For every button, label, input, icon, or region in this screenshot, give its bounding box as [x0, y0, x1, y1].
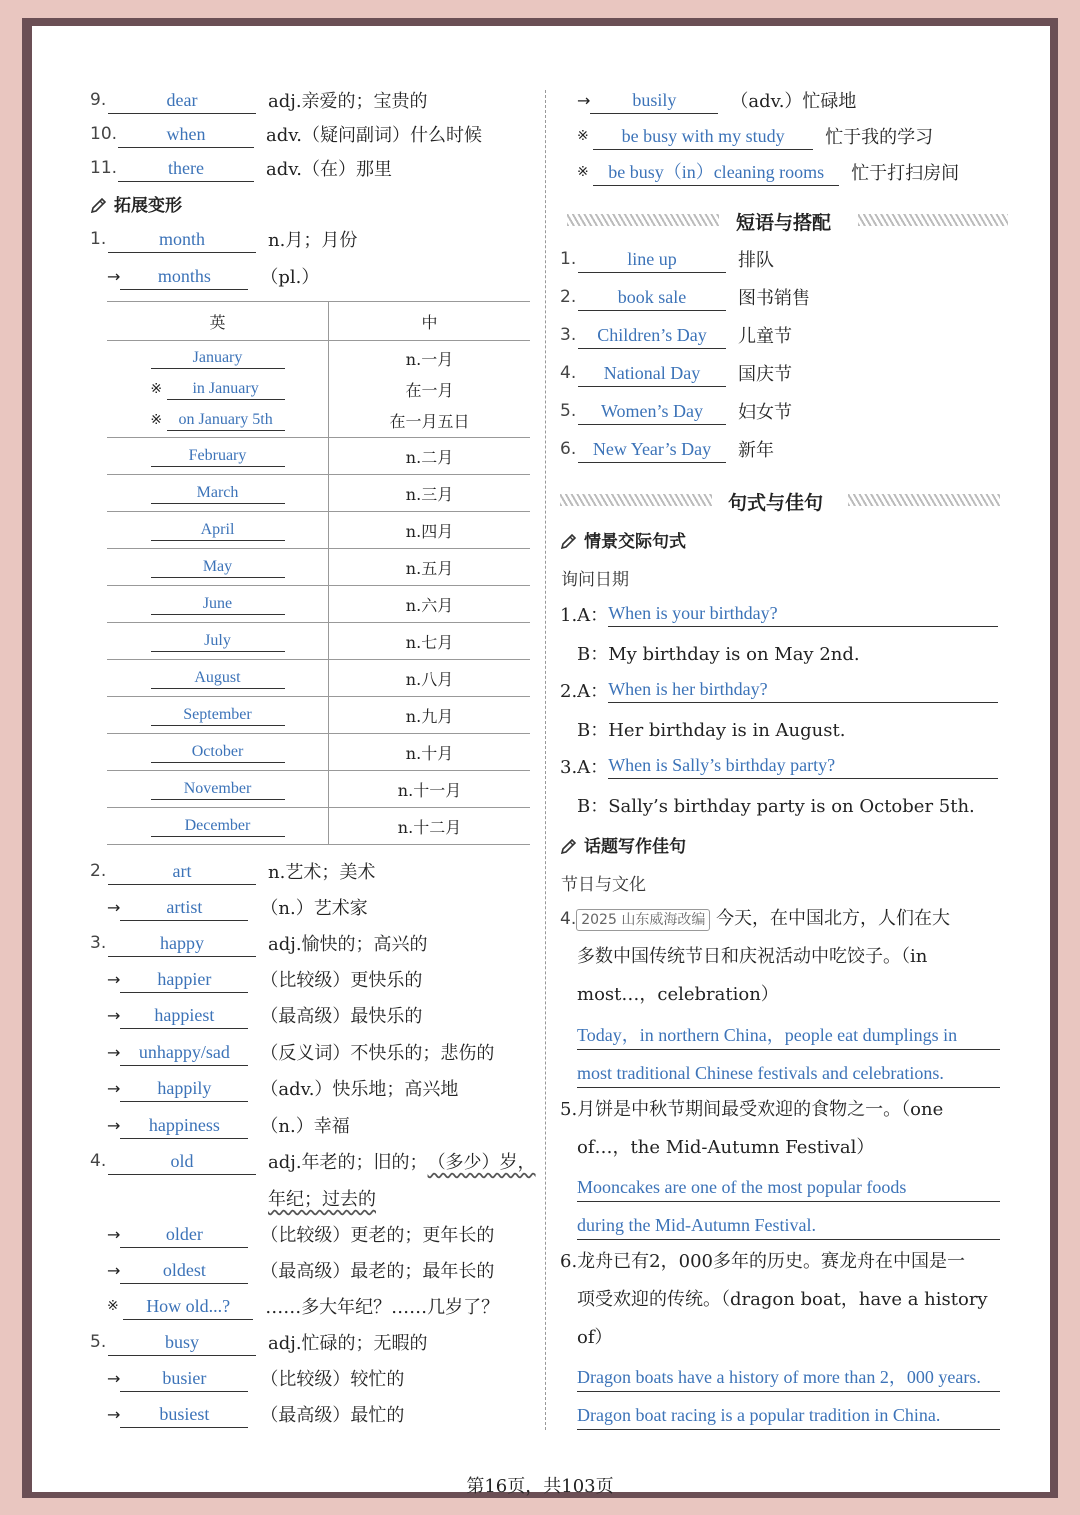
answer-blank: August [151, 668, 285, 689]
item-number: 11. [90, 158, 118, 178]
answer-blank: happiness [120, 1112, 248, 1139]
section-title: 话题写作佳句 [584, 837, 686, 857]
item-number: 5. [90, 1332, 107, 1352]
meaning: n.二月 [329, 438, 531, 475]
subsection-title: 询问日期 [561, 570, 629, 590]
meaning: adj.亲爱的；宝贵的 [268, 91, 428, 112]
arrow-icon: → [107, 1005, 121, 1025]
dialog-answer: B：Sally’s birthday party is on October 5th. [577, 796, 975, 817]
table-row [107, 771, 530, 808]
item-number: 5. [560, 401, 577, 421]
derivation-row [107, 1071, 458, 1105]
meaning: 儿童节 [738, 326, 792, 347]
section-expand [90, 191, 182, 216]
table-row [107, 734, 530, 771]
star-mark: ※ [107, 1298, 124, 1314]
derivation-row [107, 962, 422, 996]
item-number: 4. [560, 363, 577, 383]
arrow-icon: → [107, 1368, 121, 1388]
meaning: （最高级）最老的；最年长的 [260, 1261, 495, 1282]
answer-blank: be busy with my study [593, 123, 813, 150]
answer-blank: When is her birthday? [608, 676, 998, 703]
star-mark: ※ [577, 128, 594, 144]
answer-blank: busily [590, 87, 718, 114]
derivation-row [577, 119, 933, 153]
meaning-emphasis: 年纪；过去的 [268, 1189, 376, 1210]
meaning: （比较级）更快乐的 [260, 970, 423, 991]
vocab-row [90, 83, 428, 117]
heading-phrases: 短语与搭配 [736, 212, 832, 234]
dialog-answer: B：My birthday is on May 2nd. [577, 644, 860, 665]
derivation-row [107, 1253, 494, 1287]
subsection-title: 节日与文化 [561, 875, 646, 895]
arrow-icon: → [107, 897, 121, 917]
table-row [107, 660, 530, 697]
star-mark: ※ [577, 164, 594, 180]
answer-blank: February [151, 446, 285, 467]
item-number: 10. [90, 124, 118, 144]
meaning: adj.愉快的；高兴的 [268, 934, 428, 955]
prompt-text: of…，the Mid-Autumn Festival） [577, 1137, 875, 1158]
arrow-icon: → [577, 90, 591, 110]
answer-blank: unhappy/sad [120, 1039, 248, 1066]
derivation-row [107, 890, 368, 924]
phrase-row [560, 432, 774, 466]
table-cell [107, 341, 329, 438]
answer-blank: busy [108, 1329, 256, 1356]
answer-blank: New Year’s Day [578, 436, 726, 463]
meaning: 图书销售 [738, 288, 810, 309]
item-number: 9. [90, 90, 107, 110]
answer-blank: dear [108, 87, 256, 114]
meaning: n.九月 [329, 697, 531, 734]
item-number: 6. [560, 439, 577, 459]
table-row [107, 438, 530, 475]
meaning: （adv.）忙碌地 [730, 91, 857, 112]
meaning: n.五月 [329, 549, 531, 586]
answer-blank: line up [578, 246, 726, 273]
heading-decoration [567, 214, 719, 226]
vocab-row [90, 926, 428, 960]
answer-blank: when [118, 121, 254, 148]
answer-blank: How old...? [123, 1293, 253, 1320]
derivation-row [107, 1397, 404, 1431]
table-row [107, 808, 530, 845]
answer-line: Dragon boat racing is a popular tradition in China. [577, 1401, 1000, 1430]
meaning: adv.（在）那里 [266, 159, 393, 180]
section-title: 情景交际句式 [584, 532, 686, 552]
meaning: n.十一月 [329, 771, 531, 808]
meaning: 排队 [738, 250, 774, 271]
meaning: 在一月 [405, 380, 454, 400]
table-row [107, 697, 530, 734]
prompt-text: most…，celebration） [577, 984, 779, 1005]
vocab-row [90, 1325, 428, 1359]
derivation-row [107, 259, 319, 293]
answer-blank: June [151, 594, 285, 615]
prompt-text: 6.龙舟已有2，000多年的历史。赛龙舟在中国是一 [560, 1251, 965, 1272]
answer-blank: month [108, 226, 256, 253]
pencil-icon [560, 836, 578, 854]
meaning: （最高级）最忙的 [260, 1405, 405, 1426]
meaning: adj.年老的；旧的； [268, 1152, 428, 1173]
prompt-text: 多数中国传统节日和庆祝活动中吃饺子。（in [577, 946, 928, 967]
speaker-label: 1.A： [560, 605, 609, 626]
star-mark: ※ [150, 412, 167, 428]
meaning: （比较级）更老的；更年长的 [260, 1225, 495, 1246]
answer-blank: art [108, 858, 256, 885]
pencil-icon [90, 195, 108, 213]
meaning: 新年 [738, 440, 774, 461]
section-writing [560, 832, 686, 857]
answer-blank: October [151, 742, 285, 763]
dialog-answer: B：Her birthday is in August. [577, 720, 846, 741]
answer-line: Dragon boats have a history of more than 2，000 years. [577, 1363, 1000, 1392]
meaning: 忙于打扫房间 [851, 163, 960, 184]
heading-sentences: 句式与佳句 [728, 492, 824, 514]
answer-blank: happy [108, 930, 256, 957]
derivation-row [107, 1035, 494, 1069]
meaning: （比较级）较忙的 [260, 1369, 405, 1390]
meaning: （反义词）不快乐的；悲伤的 [260, 1043, 495, 1064]
meaning: n.六月 [329, 586, 531, 623]
column-divider [545, 90, 546, 1430]
speaker-label: 3.A： [560, 757, 609, 778]
writing-item-4 [560, 900, 1002, 1014]
meaning: 妇女节 [738, 402, 792, 423]
answer-blank: old [108, 1148, 256, 1175]
section-situational [560, 527, 686, 552]
source-tag: 2025 山东威海改编 [576, 909, 710, 931]
item-number: 1. [90, 229, 107, 249]
answer-blank: in January [167, 379, 285, 400]
phrase-row [560, 242, 774, 276]
answer-blank: months [120, 263, 248, 290]
answer-blank: July [151, 631, 285, 652]
answer-blank: May [151, 557, 285, 578]
derivation-row [107, 1361, 404, 1395]
answer-blank: there [118, 155, 254, 182]
derivation-row [107, 1217, 494, 1251]
answer-blank: on January 5th [167, 410, 285, 431]
answer-blank: National Day [578, 360, 726, 387]
arrow-icon: → [107, 969, 121, 989]
answer-blank: September [151, 705, 285, 726]
vocab-row [90, 1144, 536, 1178]
table-row [107, 549, 530, 586]
table-row [107, 623, 530, 660]
meaning: 国庆节 [738, 364, 792, 385]
dialog-question [560, 600, 998, 627]
table-row [107, 475, 530, 512]
pencil-icon [560, 531, 578, 549]
answer-blank: December [151, 816, 285, 837]
table-header-en: 英 [107, 302, 329, 341]
phrase-row [560, 356, 792, 390]
answer-line: Mooncakes are one of the most popular foods [577, 1173, 1000, 1202]
section-title: 拓展变形 [114, 196, 182, 216]
arrow-icon: → [107, 266, 121, 286]
item-number: 2. [560, 287, 577, 307]
derivation-row [107, 1289, 499, 1323]
star-mark: ※ [150, 381, 167, 397]
meaning: （n.）幸福 [260, 1116, 350, 1137]
meaning: n.一月 [405, 349, 454, 369]
answer-line: most traditional Chinese festivals and celebrations. [577, 1059, 1000, 1088]
meaning: 在一月五日 [389, 411, 470, 431]
meaning-emphasis: （多少）岁， [427, 1152, 536, 1173]
vocab-row [90, 854, 375, 888]
vocab-row [90, 151, 392, 185]
meaning: （pl.） [260, 267, 320, 288]
phrase-row [560, 394, 792, 428]
meaning: n.艺术；美术 [268, 862, 376, 883]
answer-blank: March [151, 483, 285, 504]
meaning: （最高级）最快乐的 [260, 1006, 423, 1027]
page-footer: 第16页，共103页 [466, 1476, 614, 1497]
prompt-text: 5.月饼是中秋节期间最受欢迎的食物之一。（one [560, 1099, 944, 1120]
answer-blank: When is your birthday? [608, 600, 998, 627]
table-cell [329, 341, 531, 438]
dialog-question [560, 752, 998, 779]
meaning: n.月；月份 [268, 230, 358, 251]
dialog-question [560, 676, 998, 703]
answer-line: Today，in northern China，people eat dumplings in [577, 1021, 1000, 1050]
prompt-text: of） [577, 1327, 613, 1348]
table-row [107, 512, 530, 549]
meaning: 忙于我的学习 [825, 127, 934, 148]
meaning: n.七月 [329, 623, 531, 660]
answer-blank: book sale [578, 284, 726, 311]
months-table [107, 301, 530, 845]
answer-blank: happier [120, 966, 248, 993]
meaning: （n.）艺术家 [260, 898, 368, 919]
answer-blank: older [120, 1221, 248, 1248]
item-number: 4. [90, 1151, 107, 1171]
meaning: adv.（疑问副词）什么时候 [266, 125, 483, 146]
prompt-text: 项受欢迎的传统。（dragon boat，have a history [577, 1289, 988, 1310]
answer-blank: Women’s Day [578, 398, 726, 425]
meaning-continuation [268, 1181, 376, 1215]
meaning: n.三月 [329, 475, 531, 512]
answer-blank: When is Sally’s birthday party? [608, 752, 998, 779]
answer-blank: busiest [120, 1401, 248, 1428]
speaker-label: 2.A： [560, 681, 609, 702]
arrow-icon: → [107, 1042, 121, 1062]
arrow-icon: → [107, 1260, 121, 1280]
arrow-icon: → [107, 1224, 121, 1244]
answer-blank: January [151, 348, 285, 369]
phrase-row [560, 280, 810, 314]
answer-blank: busier [120, 1365, 248, 1392]
heading-decoration [858, 214, 1008, 226]
answer-blank: artist [120, 894, 248, 921]
answer-blank: Children’s Day [578, 322, 726, 349]
derivation-row [577, 83, 856, 117]
answer-line: during the Mid-Autumn Festival. [577, 1211, 1000, 1240]
derivation-row [107, 998, 422, 1032]
heading-decoration [848, 494, 1000, 506]
answer-blank: be busy（in）cleaning rooms [593, 159, 839, 186]
heading-decoration [560, 494, 712, 506]
meaning: n.四月 [329, 512, 531, 549]
writing-item-6 [560, 1243, 1002, 1357]
writing-item-5 [560, 1091, 1002, 1167]
item-number: 2. [90, 861, 107, 881]
table-header-zh: 中 [329, 302, 531, 341]
item-number: 1. [560, 249, 577, 269]
answer-blank: happily [120, 1075, 248, 1102]
item-number: 3. [90, 933, 107, 953]
meaning: ……多大年纪？……几岁了？ [265, 1297, 500, 1318]
arrow-icon: → [107, 1078, 121, 1098]
meaning: n.十二月 [329, 808, 531, 845]
answer-blank: happiest [120, 1002, 248, 1029]
arrow-icon: → [107, 1115, 121, 1135]
arrow-icon: → [107, 1404, 121, 1424]
answer-blank: oldest [120, 1257, 248, 1284]
item-number: 4. [560, 909, 577, 929]
vocab-row [90, 117, 482, 151]
vocab-row [90, 222, 357, 256]
item-number: 3. [560, 325, 577, 345]
answer-blank: November [151, 779, 285, 800]
table-row [107, 586, 530, 623]
meaning: adj.忙碌的；无暇的 [268, 1333, 428, 1354]
meaning: n.十月 [329, 734, 531, 771]
meaning: （adv.）快乐地；高兴地 [260, 1079, 459, 1100]
derivation-row [577, 155, 959, 189]
answer-blank: April [151, 520, 285, 541]
prompt-text: 今天，在中国北方，人们在大 [716, 908, 951, 929]
phrase-row [560, 318, 792, 352]
meaning: n.八月 [329, 660, 531, 697]
derivation-row [107, 1108, 350, 1142]
